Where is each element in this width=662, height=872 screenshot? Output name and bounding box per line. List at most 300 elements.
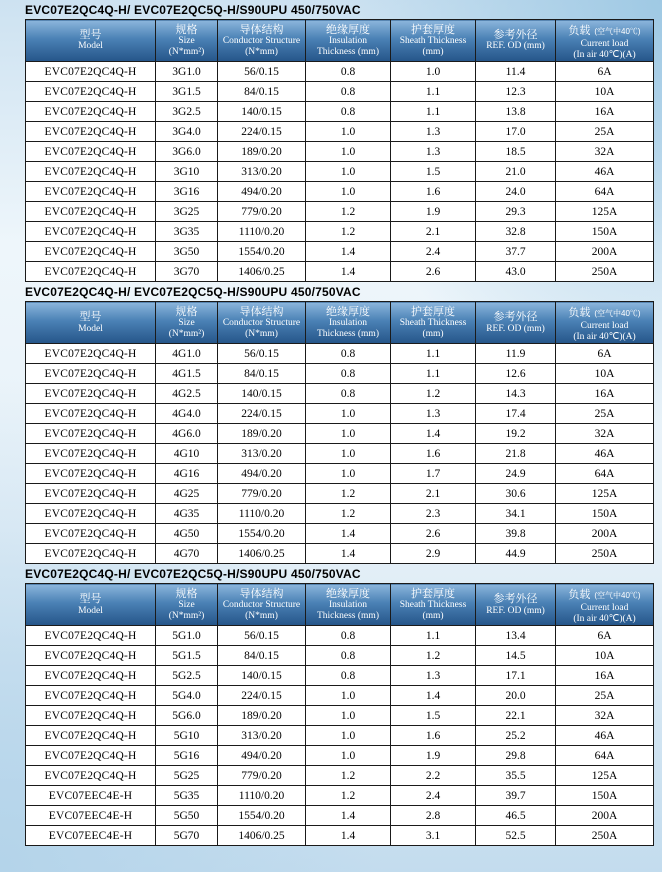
- table-cell: 25.2: [476, 726, 556, 746]
- table-cell: 4G25: [156, 484, 218, 504]
- table-cell: 1110/0.20: [218, 222, 306, 242]
- table-cell: 1.1: [391, 626, 476, 646]
- table-cell: 1.2: [391, 646, 476, 666]
- table-cell: 1406/0.25: [218, 262, 306, 282]
- spec-table: [25, 301, 654, 564]
- model-cell: EVC07E2QC4Q-H: [26, 162, 156, 182]
- table-cell: 4G1.5: [156, 364, 218, 384]
- model-cell: EVC07E2QC4Q-H: [26, 182, 156, 202]
- table-cell: 3.1: [391, 826, 476, 846]
- table-cell: 4G4.0: [156, 404, 218, 424]
- table-row: [26, 826, 654, 846]
- table-cell: 5G70: [156, 826, 218, 846]
- table-row: [26, 646, 654, 666]
- table-title: EVC07E2QC4Q-H/ EVC07E2QC5Q-H/S90UPU 450/750VAC: [25, 567, 361, 582]
- model-cell: EVC07E2QC4Q-H: [26, 62, 156, 82]
- table-cell: 1.0: [306, 464, 391, 484]
- col-model-header: 型号 Model: [26, 302, 156, 344]
- model-cell: EVC07E2QC4Q-H: [26, 484, 156, 504]
- col-model-en: Model: [78, 41, 103, 52]
- table-cell: 1.4: [391, 424, 476, 444]
- table-cell: 250A: [556, 544, 654, 564]
- table-cell: 2.1: [391, 222, 476, 242]
- table-title: EVC07E2QC4Q-H/ EVC07E2QC5Q-H/S90UPU 450/750VAC: [25, 285, 361, 300]
- table-cell: 39.8: [476, 524, 556, 544]
- table-cell: 1.5: [391, 162, 476, 182]
- table-cell: 84/0.15: [218, 364, 306, 384]
- table-cell: 1.0: [306, 162, 391, 182]
- table-row: [26, 666, 654, 686]
- table-cell: 64A: [556, 746, 654, 766]
- table-row: [26, 464, 654, 484]
- spec-table-section-1: [25, 3, 656, 282]
- table-cell: 5G4.0: [156, 686, 218, 706]
- table-cell: 0.8: [306, 626, 391, 646]
- table-cell: 43.0: [476, 262, 556, 282]
- spec-table-section-3: [25, 567, 656, 846]
- table-row: [26, 142, 654, 162]
- table-cell: 32A: [556, 142, 654, 162]
- table-cell: 2.6: [391, 262, 476, 282]
- table-row: [26, 806, 654, 826]
- table-cell: 2.4: [391, 786, 476, 806]
- model-cell: EVC07E2QC4Q-H: [26, 242, 156, 262]
- model-cell: EVC07E2QC4Q-H: [26, 384, 156, 404]
- table-cell: 29.8: [476, 746, 556, 766]
- table-row: [26, 242, 654, 262]
- col-sheath-header: 护套厚度 Sheath Thickness (mm): [391, 20, 476, 62]
- model-cell: EVC07E2QC4Q-H: [26, 706, 156, 726]
- table-cell: 0.8: [306, 364, 391, 384]
- table-cell: 1.0: [391, 62, 476, 82]
- table-cell: 3G25: [156, 202, 218, 222]
- table-cell: 1.4: [391, 686, 476, 706]
- table-cell: 1554/0.20: [218, 806, 306, 826]
- table-cell: 1406/0.25: [218, 826, 306, 846]
- table-cell: 17.1: [476, 666, 556, 686]
- col-insulation-header: 绝缘厚度 Insulation Thickness (mm): [306, 302, 391, 344]
- table-cell: 52.5: [476, 826, 556, 846]
- table-cell: 1.4: [306, 544, 391, 564]
- table-row: [26, 182, 654, 202]
- model-cell: EVC07E2QC4Q-H: [26, 766, 156, 786]
- model-cell: EVC07E2QC4Q-H: [26, 262, 156, 282]
- table-cell: 4G50: [156, 524, 218, 544]
- table-cell: 4G6.0: [156, 424, 218, 444]
- table-cell: 1.2: [306, 222, 391, 242]
- table-cell: 150A: [556, 222, 654, 242]
- table-cell: 4G10: [156, 444, 218, 464]
- col-model-header: [26, 20, 156, 62]
- table-cell: 32.8: [476, 222, 556, 242]
- table-cell: 0.8: [306, 384, 391, 404]
- col-sheath-header: 护套厚度 Sheath Thickness (mm): [391, 584, 476, 626]
- table-cell: 140/0.15: [218, 384, 306, 404]
- table-cell: 0.8: [306, 344, 391, 364]
- table-cell: 3G1.5: [156, 82, 218, 102]
- table-header: [26, 20, 654, 62]
- table-cell: 1.3: [391, 142, 476, 162]
- table-cell: 1.6: [391, 726, 476, 746]
- model-cell: EVC07E2QC4Q-H: [26, 464, 156, 484]
- table-cell: 200A: [556, 524, 654, 544]
- table-cell: 56/0.15: [218, 344, 306, 364]
- table-cell: 1.9: [391, 202, 476, 222]
- table-row: [26, 766, 654, 786]
- table-cell: 1.0: [306, 686, 391, 706]
- table-cell: 46A: [556, 444, 654, 464]
- table-cell: 189/0.20: [218, 142, 306, 162]
- table-cell: 3G50: [156, 242, 218, 262]
- table-cell: 200A: [556, 806, 654, 826]
- table-cell: 4G2.5: [156, 384, 218, 404]
- model-cell: EVC07E2QC4Q-H: [26, 142, 156, 162]
- table-cell: 2.6: [391, 524, 476, 544]
- table-cell: 1.2: [306, 504, 391, 524]
- table-cell: 5G6.0: [156, 706, 218, 726]
- table-cell: 3G1.0: [156, 62, 218, 82]
- table-cell: 494/0.20: [218, 746, 306, 766]
- table-body: [26, 626, 654, 846]
- table-cell: 1.1: [391, 364, 476, 384]
- table-row: [26, 424, 654, 444]
- table-cell: 1.5: [391, 706, 476, 726]
- spec-table: [25, 583, 654, 846]
- col-size-header: 规格 Size (N*mm²): [156, 20, 218, 62]
- table-cell: 6A: [556, 626, 654, 646]
- table-row: [26, 686, 654, 706]
- col-conductor-header: 导体结构 Conductor Structure (N*mm): [218, 584, 306, 626]
- table-row: [26, 404, 654, 424]
- table-row: [26, 364, 654, 384]
- table-cell: 18.5: [476, 142, 556, 162]
- table-cell: 84/0.15: [218, 82, 306, 102]
- table-cell: 4G35: [156, 504, 218, 524]
- table-cell: 1.4: [306, 826, 391, 846]
- table-row: [26, 262, 654, 282]
- table-cell: 224/0.15: [218, 686, 306, 706]
- col-size-header: 规格 Size (N*mm²): [156, 584, 218, 626]
- table-cell: 46A: [556, 162, 654, 182]
- table-cell: 3G10: [156, 162, 218, 182]
- model-cell: EVC07E2QC4Q-H: [26, 404, 156, 424]
- table-row: [26, 626, 654, 646]
- table-cell: 1.2: [306, 484, 391, 504]
- table-cell: 1.6: [391, 444, 476, 464]
- table-cell: 1.4: [306, 242, 391, 262]
- table-cell: 5G2.5: [156, 666, 218, 686]
- table-cell: 494/0.20: [218, 182, 306, 202]
- model-cell: EVC07E2QC4Q-H: [26, 202, 156, 222]
- model-cell: EVC07E2QC4Q-H: [26, 524, 156, 544]
- table-cell: 21.0: [476, 162, 556, 182]
- table-cell: 16A: [556, 384, 654, 404]
- table-cell: 3G4.0: [156, 122, 218, 142]
- table-cell: 12.3: [476, 82, 556, 102]
- table-cell: 2.9: [391, 544, 476, 564]
- table-cell: 10A: [556, 82, 654, 102]
- table-cell: 189/0.20: [218, 706, 306, 726]
- table-cell: 779/0.20: [218, 766, 306, 786]
- table-cell: 12.6: [476, 364, 556, 384]
- table-row: [26, 222, 654, 242]
- table-cell: 30.6: [476, 484, 556, 504]
- table-cell: 32A: [556, 706, 654, 726]
- table-row: [26, 62, 654, 82]
- table-cell: 125A: [556, 484, 654, 504]
- table-cell: 2.8: [391, 806, 476, 826]
- col-load-header: 负载 (空气中40℃) Current load (In air 40℃)(A): [556, 302, 654, 344]
- col-insulation-header: 绝缘厚度 Insulation Thickness (mm): [306, 584, 391, 626]
- spec-table-section-2: [25, 285, 656, 564]
- table-cell: 32A: [556, 424, 654, 444]
- model-cell: EVC07E2QC4Q-H: [26, 344, 156, 364]
- table-cell: 6A: [556, 344, 654, 364]
- table-cell: 22.1: [476, 706, 556, 726]
- table-header: [26, 584, 654, 626]
- table-cell: 6A: [556, 62, 654, 82]
- table-cell: 37.7: [476, 242, 556, 262]
- table-cell: 16A: [556, 102, 654, 122]
- table-cell: 1.0: [306, 142, 391, 162]
- table-cell: 5G35: [156, 786, 218, 806]
- table-row: [26, 122, 654, 142]
- table-cell: 1.0: [306, 444, 391, 464]
- table-cell: 1406/0.25: [218, 544, 306, 564]
- model-cell: EVC07EEC4E-H: [26, 786, 156, 806]
- table-cell: 5G10: [156, 726, 218, 746]
- table-cell: 1.0: [306, 404, 391, 424]
- table-cell: 1.2: [306, 786, 391, 806]
- col-sheath-header: 护套厚度 Sheath Thickness (mm): [391, 302, 476, 344]
- table-cell: 1110/0.20: [218, 786, 306, 806]
- model-cell: EVC07E2QC4Q-H: [26, 686, 156, 706]
- table-cell: 1110/0.20: [218, 504, 306, 524]
- col-insulation-header: 绝缘厚度 Insulation Thickness (mm): [306, 20, 391, 62]
- table-cell: 1.1: [391, 344, 476, 364]
- table-cell: 5G25: [156, 766, 218, 786]
- table-cell: 35.5: [476, 766, 556, 786]
- table-cell: 13.4: [476, 626, 556, 646]
- table-cell: 2.3: [391, 504, 476, 524]
- table-cell: 1.7: [391, 464, 476, 484]
- table-cell: 1.6: [391, 182, 476, 202]
- table-cell: 313/0.20: [218, 726, 306, 746]
- table-row: [26, 82, 654, 102]
- col-size-header: 规格 Size (N*mm²): [156, 302, 218, 344]
- table-cell: 20.0: [476, 686, 556, 706]
- table-row: [26, 504, 654, 524]
- table-cell: 1.3: [391, 404, 476, 424]
- model-cell: EVC07E2QC4Q-H: [26, 626, 156, 646]
- table-cell: 0.8: [306, 646, 391, 666]
- table-cell: 1.0: [306, 726, 391, 746]
- table-cell: 5G1.0: [156, 626, 218, 646]
- table-cell: 11.9: [476, 344, 556, 364]
- table-cell: 1.4: [306, 806, 391, 826]
- table-cell: 56/0.15: [218, 62, 306, 82]
- table-cell: 1.9: [391, 746, 476, 766]
- col-od-header: 参考外径 REF. OD (mm): [476, 302, 556, 344]
- model-cell: EVC07E2QC4Q-H: [26, 504, 156, 524]
- table-cell: 17.4: [476, 404, 556, 424]
- table-cell: 17.0: [476, 122, 556, 142]
- model-cell: EVC07E2QC4Q-H: [26, 444, 156, 464]
- table-row: [26, 524, 654, 544]
- model-cell: EVC07E2QC4Q-H: [26, 746, 156, 766]
- spec-table: [25, 19, 654, 282]
- table-cell: 44.9: [476, 544, 556, 564]
- table-cell: 19.2: [476, 424, 556, 444]
- table-cell: 2.4: [391, 242, 476, 262]
- model-cell: EVC07EEC4E-H: [26, 826, 156, 846]
- table-cell: 24.0: [476, 182, 556, 202]
- col-load-header: 负载 (空气中40℃) Current load (In air 40℃)(A): [556, 20, 654, 62]
- table-cell: 150A: [556, 504, 654, 524]
- table-row: [26, 344, 654, 364]
- table-cell: 3G2.5: [156, 102, 218, 122]
- col-conductor-header: 导体结构 Conductor Structure (N*mm): [218, 20, 306, 62]
- table-cell: 3G16: [156, 182, 218, 202]
- table-cell: 39.7: [476, 786, 556, 806]
- table-cell: 13.8: [476, 102, 556, 122]
- table-cell: 313/0.20: [218, 162, 306, 182]
- table-cell: 1.1: [391, 82, 476, 102]
- table-cell: 34.1: [476, 504, 556, 524]
- table-row: [26, 162, 654, 182]
- table-cell: 4G70: [156, 544, 218, 564]
- table-cell: 25A: [556, 404, 654, 424]
- table-row: [26, 706, 654, 726]
- table-row: [26, 444, 654, 464]
- table-cell: 5G1.5: [156, 646, 218, 666]
- model-cell: EVC07E2QC4Q-H: [26, 82, 156, 102]
- table-cell: 1.1: [391, 102, 476, 122]
- table-cell: 150A: [556, 786, 654, 806]
- table-cell: 5G50: [156, 806, 218, 826]
- table-row: [26, 786, 654, 806]
- model-cell: EVC07E2QC4Q-H: [26, 102, 156, 122]
- table-cell: 1.3: [391, 666, 476, 686]
- table-cell: 84/0.15: [218, 646, 306, 666]
- model-cell: EVC07E2QC4Q-H: [26, 424, 156, 444]
- table-cell: 25A: [556, 122, 654, 142]
- table-cell: 140/0.15: [218, 666, 306, 686]
- model-cell: EVC07E2QC4Q-H: [26, 364, 156, 384]
- table-cell: 14.3: [476, 384, 556, 404]
- table-cell: 313/0.20: [218, 444, 306, 464]
- model-cell: EVC07E2QC4Q-H: [26, 666, 156, 686]
- table-cell: 3G70: [156, 262, 218, 282]
- col-load-header: 负载 (空气中40℃) Current load (In air 40℃)(A): [556, 584, 654, 626]
- table-cell: 64A: [556, 464, 654, 484]
- table-cell: 224/0.15: [218, 122, 306, 142]
- table-body: [26, 62, 654, 282]
- table-cell: 4G1.0: [156, 344, 218, 364]
- table-body: [26, 344, 654, 564]
- table-cell: 200A: [556, 242, 654, 262]
- table-cell: 25A: [556, 686, 654, 706]
- table-cell: 1.2: [306, 766, 391, 786]
- table-cell: 46.5: [476, 806, 556, 826]
- table-row: [26, 102, 654, 122]
- table-row: [26, 384, 654, 404]
- table-cell: 1.0: [306, 182, 391, 202]
- table-row: [26, 544, 654, 564]
- table-cell: 0.8: [306, 82, 391, 102]
- table-header: [26, 302, 654, 344]
- table-cell: 1.0: [306, 424, 391, 444]
- col-od-header: 参考外径 REF. OD (mm): [476, 584, 556, 626]
- table-cell: 0.8: [306, 666, 391, 686]
- table-cell: 0.8: [306, 102, 391, 122]
- table-row: [26, 726, 654, 746]
- table-cell: 1554/0.20: [218, 524, 306, 544]
- table-cell: 125A: [556, 766, 654, 786]
- table-cell: 3G6.0: [156, 142, 218, 162]
- col-model-cn: 型号: [79, 29, 102, 42]
- table-cell: 14.5: [476, 646, 556, 666]
- table-cell: 4G16: [156, 464, 218, 484]
- table-cell: 64A: [556, 182, 654, 202]
- table-cell: 779/0.20: [218, 202, 306, 222]
- table-cell: 21.8: [476, 444, 556, 464]
- col-model-header: 型号 Model: [26, 584, 156, 626]
- table-cell: 1.4: [306, 262, 391, 282]
- model-cell: EVC07E2QC4Q-H: [26, 646, 156, 666]
- model-cell: EVC07E2QC4Q-H: [26, 222, 156, 242]
- table-cell: 0.8: [306, 62, 391, 82]
- table-cell: 2.2: [391, 766, 476, 786]
- model-cell: EVC07E2QC4Q-H: [26, 544, 156, 564]
- table-cell: 1.2: [306, 202, 391, 222]
- table-cell: 1.4: [306, 524, 391, 544]
- table-cell: 24.9: [476, 464, 556, 484]
- table-row: [26, 484, 654, 504]
- table-cell: 224/0.15: [218, 404, 306, 424]
- table-cell: 1.0: [306, 122, 391, 142]
- col-conductor-header: 导体结构 Conductor Structure (N*mm): [218, 302, 306, 344]
- table-cell: 46A: [556, 726, 654, 746]
- table-cell: 779/0.20: [218, 484, 306, 504]
- table-cell: 250A: [556, 262, 654, 282]
- table-cell: 29.3: [476, 202, 556, 222]
- table-cell: 1.0: [306, 706, 391, 726]
- table-cell: 16A: [556, 666, 654, 686]
- table-row: [26, 746, 654, 766]
- table-cell: 56/0.15: [218, 626, 306, 646]
- table-cell: 11.4: [476, 62, 556, 82]
- table-cell: 250A: [556, 826, 654, 846]
- table-cell: 1554/0.20: [218, 242, 306, 262]
- table-cell: 2.1: [391, 484, 476, 504]
- model-cell: EVC07E2QC4Q-H: [26, 122, 156, 142]
- model-cell: EVC07EEC4E-H: [26, 806, 156, 826]
- table-cell: 1.0: [306, 746, 391, 766]
- table-cell: 3G35: [156, 222, 218, 242]
- table-cell: 10A: [556, 646, 654, 666]
- table-cell: 5G16: [156, 746, 218, 766]
- table-cell: 494/0.20: [218, 464, 306, 484]
- table-row: [26, 202, 654, 222]
- table-cell: 1.2: [391, 384, 476, 404]
- col-od-header: 参考外径 REF. OD (mm): [476, 20, 556, 62]
- table-cell: 140/0.15: [218, 102, 306, 122]
- table-cell: 1.3: [391, 122, 476, 142]
- table-cell: 189/0.20: [218, 424, 306, 444]
- table-cell: 125A: [556, 202, 654, 222]
- table-cell: 10A: [556, 364, 654, 384]
